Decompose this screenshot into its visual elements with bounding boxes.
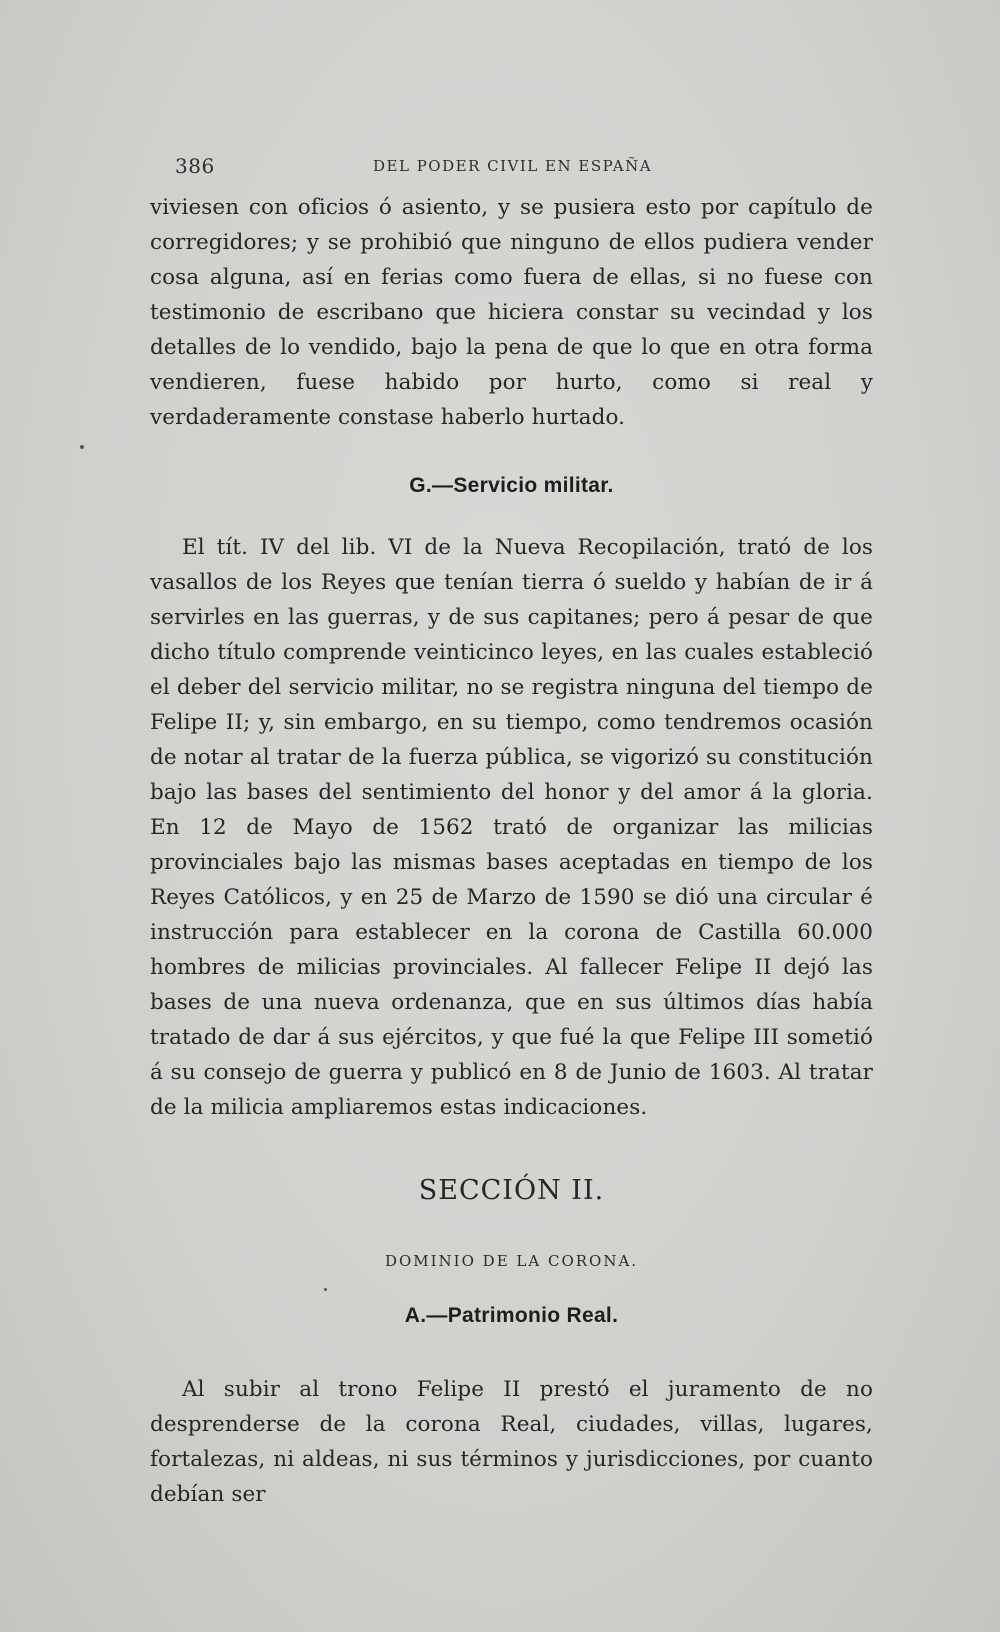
heading-block-1 <box>150 474 873 498</box>
section-heading: SECCIÓN II. <box>418 1175 605 1206</box>
subsection-heading: DOMINIO DE LA CORONA. <box>384 1252 639 1270</box>
heading-block-4 <box>150 1304 873 1328</box>
paper-speck <box>80 445 84 449</box>
paragraph-patrimonio-real: Al subir al trono Felipe II prestó el juramento de no desprenderse de la corona Real, ciudades, villas, lugares, fortalezas, ni aldeas, ni sus términos y jurisdicciones, por cuanto debían ser <box>150 1377 873 1507</box>
heading-block-3 <box>150 1252 873 1270</box>
paragraph-block-2 <box>150 530 873 1125</box>
running-title: DEL PODER CIVIL EN ESPAÑA <box>373 157 653 175</box>
paragraph-block-3 <box>150 1372 873 1512</box>
heading-block-2 <box>150 1175 873 1206</box>
running-head <box>175 154 875 182</box>
page-number: 386 <box>175 154 215 178</box>
heading-servicio-militar: G.—Servicio militar. <box>409 474 614 497</box>
paragraph-block-1 <box>150 190 873 435</box>
paragraph-continuation: viviesen con oficios ó asiento, y se pusiera esto por capítulo de corregidores; y se prohibió que ninguno de ellos pudiera vender cosa alguna, así en ferias como fuera de ellas, si no fuese con testimonio de escribano que hiciera constar su vecindad y los detalles de lo vendido, bajo la pena de que lo que en otra forma vendieren, fuese habido por hurto, como si real y verdaderamente constase haberlo hurtado. <box>150 195 873 430</box>
paper-speck <box>324 1288 327 1291</box>
heading-patrimonio-real: A.—Patrimonio Real. <box>404 1304 619 1327</box>
paragraph-servicio-militar: El tít. IV del lib. VI de la Nueva Recopilación, trató de los vasallos de los Reyes que tenían tierra ó sueldo y habían de ir á servirles en las guerras, y de sus capitanes; pero á pesar de que dicho título comprende veinticinco leyes, en las cuales estableció el deber del servicio militar, no se registra ninguna del tiempo de Felipe II; y, sin embargo, en su tiempo, como tendremos ocasión de notar al tratar de la fuerza pública, se vigorizó su constitución bajo las bases del sentimiento del honor y del amor á la gloria. En 12 de Mayo de 1562 trató de organizar las milicias provinciales bajo las mismas bases aceptadas en tiempo de los Reyes Católicos, y en 25 de Marzo de 1590 se dió una circular é instrucción para establecer en la corona de Castilla 60.000 hombres de milicias provinciales. Al fallecer Felipe II dejó las bases de una nueva ordenanza, que en sus últimos días había tratado de dar á sus ejércitos, y que fué la que Felipe III sometió á su consejo de guerra y publicó en 8 de Junio de 1603. Al tratar de la milicia ampliaremos estas indicaciones. <box>150 535 873 1120</box>
